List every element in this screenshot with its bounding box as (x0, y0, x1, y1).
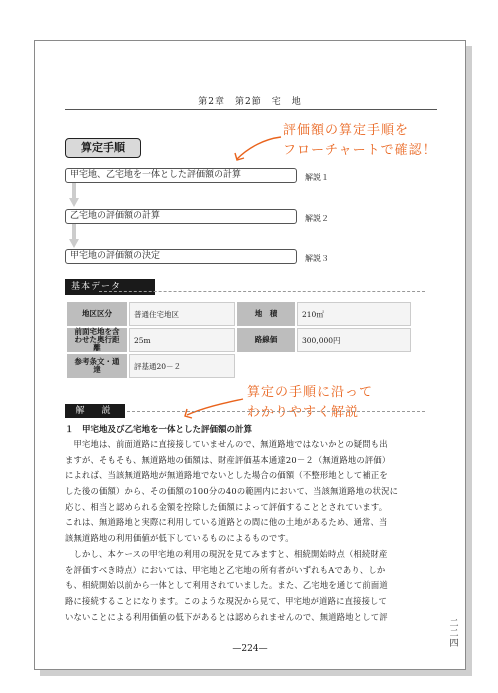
text-line: によれば、当該無道路地が無道路地でないとした場合の価額（不整形地として補正を (65, 470, 388, 481)
header-rule (65, 109, 437, 110)
value-road-price: 300,000円 (297, 328, 411, 352)
value-district: 普通住宅地区 (129, 302, 235, 326)
table-row (67, 328, 411, 352)
note-line: わかりやすく解説 (247, 405, 360, 420)
text-line: 該無道路地の利用価値が低下しているものによるものです。 (65, 533, 294, 544)
step-3-box: 甲宅地の評価額の決定 (65, 249, 297, 264)
label-depth: 前面宅地を含わせた奥行距離 (67, 328, 127, 352)
text-line: 路に接続することになります。このような現況から見て、甲宅地が道路に直接接して (65, 595, 388, 606)
book-page (34, 40, 466, 670)
step-2-ref: 解説２ (305, 214, 329, 223)
label-reference: 参考条文・通 達 (67, 354, 127, 378)
note-line: 算定の手順に沿って (247, 385, 374, 400)
divider (127, 411, 425, 412)
table-row (67, 302, 411, 326)
text-line: ますが、そもそも、無道路地の価額は、財産評価基本通達20－２（無道路地の評価） (65, 454, 391, 465)
down-arrow-icon (69, 224, 79, 250)
basic-data-title: 基本データ (65, 279, 155, 295)
text-line: 応じ、相当と認められる金額を控除した価額によって評価することとされています。 (65, 501, 388, 512)
value-depth: 25m (129, 328, 235, 352)
page-number: —224— (232, 644, 268, 654)
handwritten-note-explanation (247, 383, 373, 423)
body-text (65, 437, 443, 625)
text-line: した後の価額）から、その価額の100分の40の範囲内において、当該無道路地の状況に (65, 486, 399, 497)
value-area: 210㎡ (297, 302, 411, 326)
basic-data-table (65, 300, 413, 380)
step-1-ref: 解説１ (305, 173, 329, 182)
text-line: を評価すべき時点）においては、甲宅地と乙宅地の所有者がいずれもAであり、しか (65, 564, 386, 575)
side-page-number: 二二四 (449, 619, 459, 649)
section-heading: １ 甲宅地及び乙宅地を一体とした評価額の計算 (65, 425, 253, 435)
pen-arrow-icon (175, 395, 245, 423)
pen-arrow-icon (225, 133, 285, 165)
text-line: も、相続開始以前から一体として利用されていました。また、乙宅地を通じて前面道 (65, 580, 388, 591)
divider (99, 291, 425, 292)
note-line: 評価額の算定手順を (283, 123, 410, 138)
value-reference: 評基通20－２ (129, 354, 235, 378)
table-row (67, 354, 411, 378)
explanation-title: 解 説 (65, 404, 125, 418)
text-line: いないことによる利用価値の低下があるとは認められませんので、無道路地として評 (65, 611, 388, 622)
text-line: しかし、本ケースの甲宅地の利用の現況を見てみますと、相続開始時点（相続財産 (65, 548, 388, 559)
label-district: 地区区分 (67, 302, 127, 326)
handwritten-note-flowchart (283, 121, 437, 161)
step-3-ref: 解説３ (305, 254, 329, 263)
page-header: 第2章 第2節 宅 地 (198, 97, 302, 107)
step-1-box: 甲宅地、乙宅地を一体とした評価額の計算 (65, 168, 297, 183)
text-line: これは、無道路地と実際に利用している道路との間に他の土地があるため、通常、当 (65, 517, 388, 528)
text-line: 甲宅地は、前面道路に直接接していませんので、無道路地ではないかとの疑問も出 (65, 439, 388, 449)
note-line: フローチャートで確認！ (283, 143, 437, 158)
label-road-price: 路線価 (237, 328, 295, 352)
down-arrow-icon (69, 183, 79, 209)
procedure-title: 算定手順 (65, 138, 141, 158)
step-2-box: 乙宅地の評価額の計算 (65, 209, 297, 224)
label-area: 地 積 (237, 302, 295, 326)
